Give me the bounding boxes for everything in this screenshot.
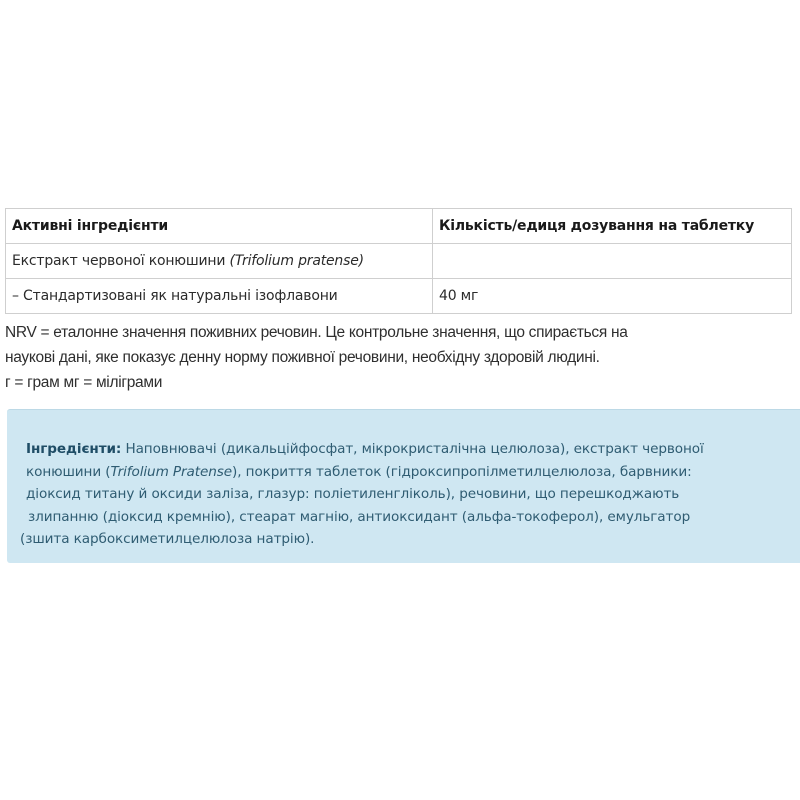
ingredients-line-text: Наповнювачі (дикальційфосфат, мікрокристалічна целюлоза), екстракт червоної (121, 441, 704, 457)
ingredient-cell (6, 244, 433, 279)
header-amount-per-tablet: Кількість/едиця дозування на таблетку (433, 209, 792, 244)
units-legend: г = грам мг = міліграми (5, 374, 163, 391)
ingredients-line (26, 438, 796, 461)
ingredients-box (7, 409, 800, 563)
ingredients-line: (зшита карбоксиметилцелюлоза натрію). (20, 531, 315, 547)
amount-cell (433, 244, 792, 279)
ingredients-line-text: ), покриття таблеток (гідроксипропілметилцелюлоза, барвники: (232, 463, 692, 480)
nrv-note-line: NRV = еталонне значення поживних речовин. Це контрольне значення, що спирається на (5, 324, 628, 341)
amount-cell: 40 мг (433, 279, 792, 314)
active-ingredients-table (5, 208, 792, 314)
ingredients-label: Інгредієнти: (26, 441, 122, 457)
ingredients-text (20, 438, 796, 551)
ingredients-line-text: конюшини ( (26, 463, 111, 480)
ingredient-name: – Стандартизовані як натуральні ізофлавони (12, 288, 338, 304)
ingredient-latin-name: (Trifolium pratense) (229, 253, 364, 269)
table-row (6, 244, 792, 279)
ingredient-latin-name: Trifolium Pratense (110, 463, 233, 480)
nrv-notes (5, 320, 795, 395)
ingredient-name: Екстракт червоної конюшини (12, 253, 230, 269)
table-row (6, 279, 792, 314)
ingredient-cell (6, 279, 433, 314)
ingredients-line: діоксид титану й оксиди заліза, глазур: поліетиленгліколь), речовини, що перешкоджають (26, 486, 680, 502)
ingredients-line: злипанню (діоксид кремнію), стеарат магнію, антиоксидант (альфа-токоферол), емульгатор (28, 508, 691, 525)
table-header-row (6, 209, 792, 244)
header-active-ingredients: Активні інгредієнти (6, 209, 433, 244)
nrv-note-line: наукові дані, яке показує денну норму поживної речовини, необхідну здоровій людині. (5, 349, 600, 366)
ingredients-line (26, 461, 796, 484)
